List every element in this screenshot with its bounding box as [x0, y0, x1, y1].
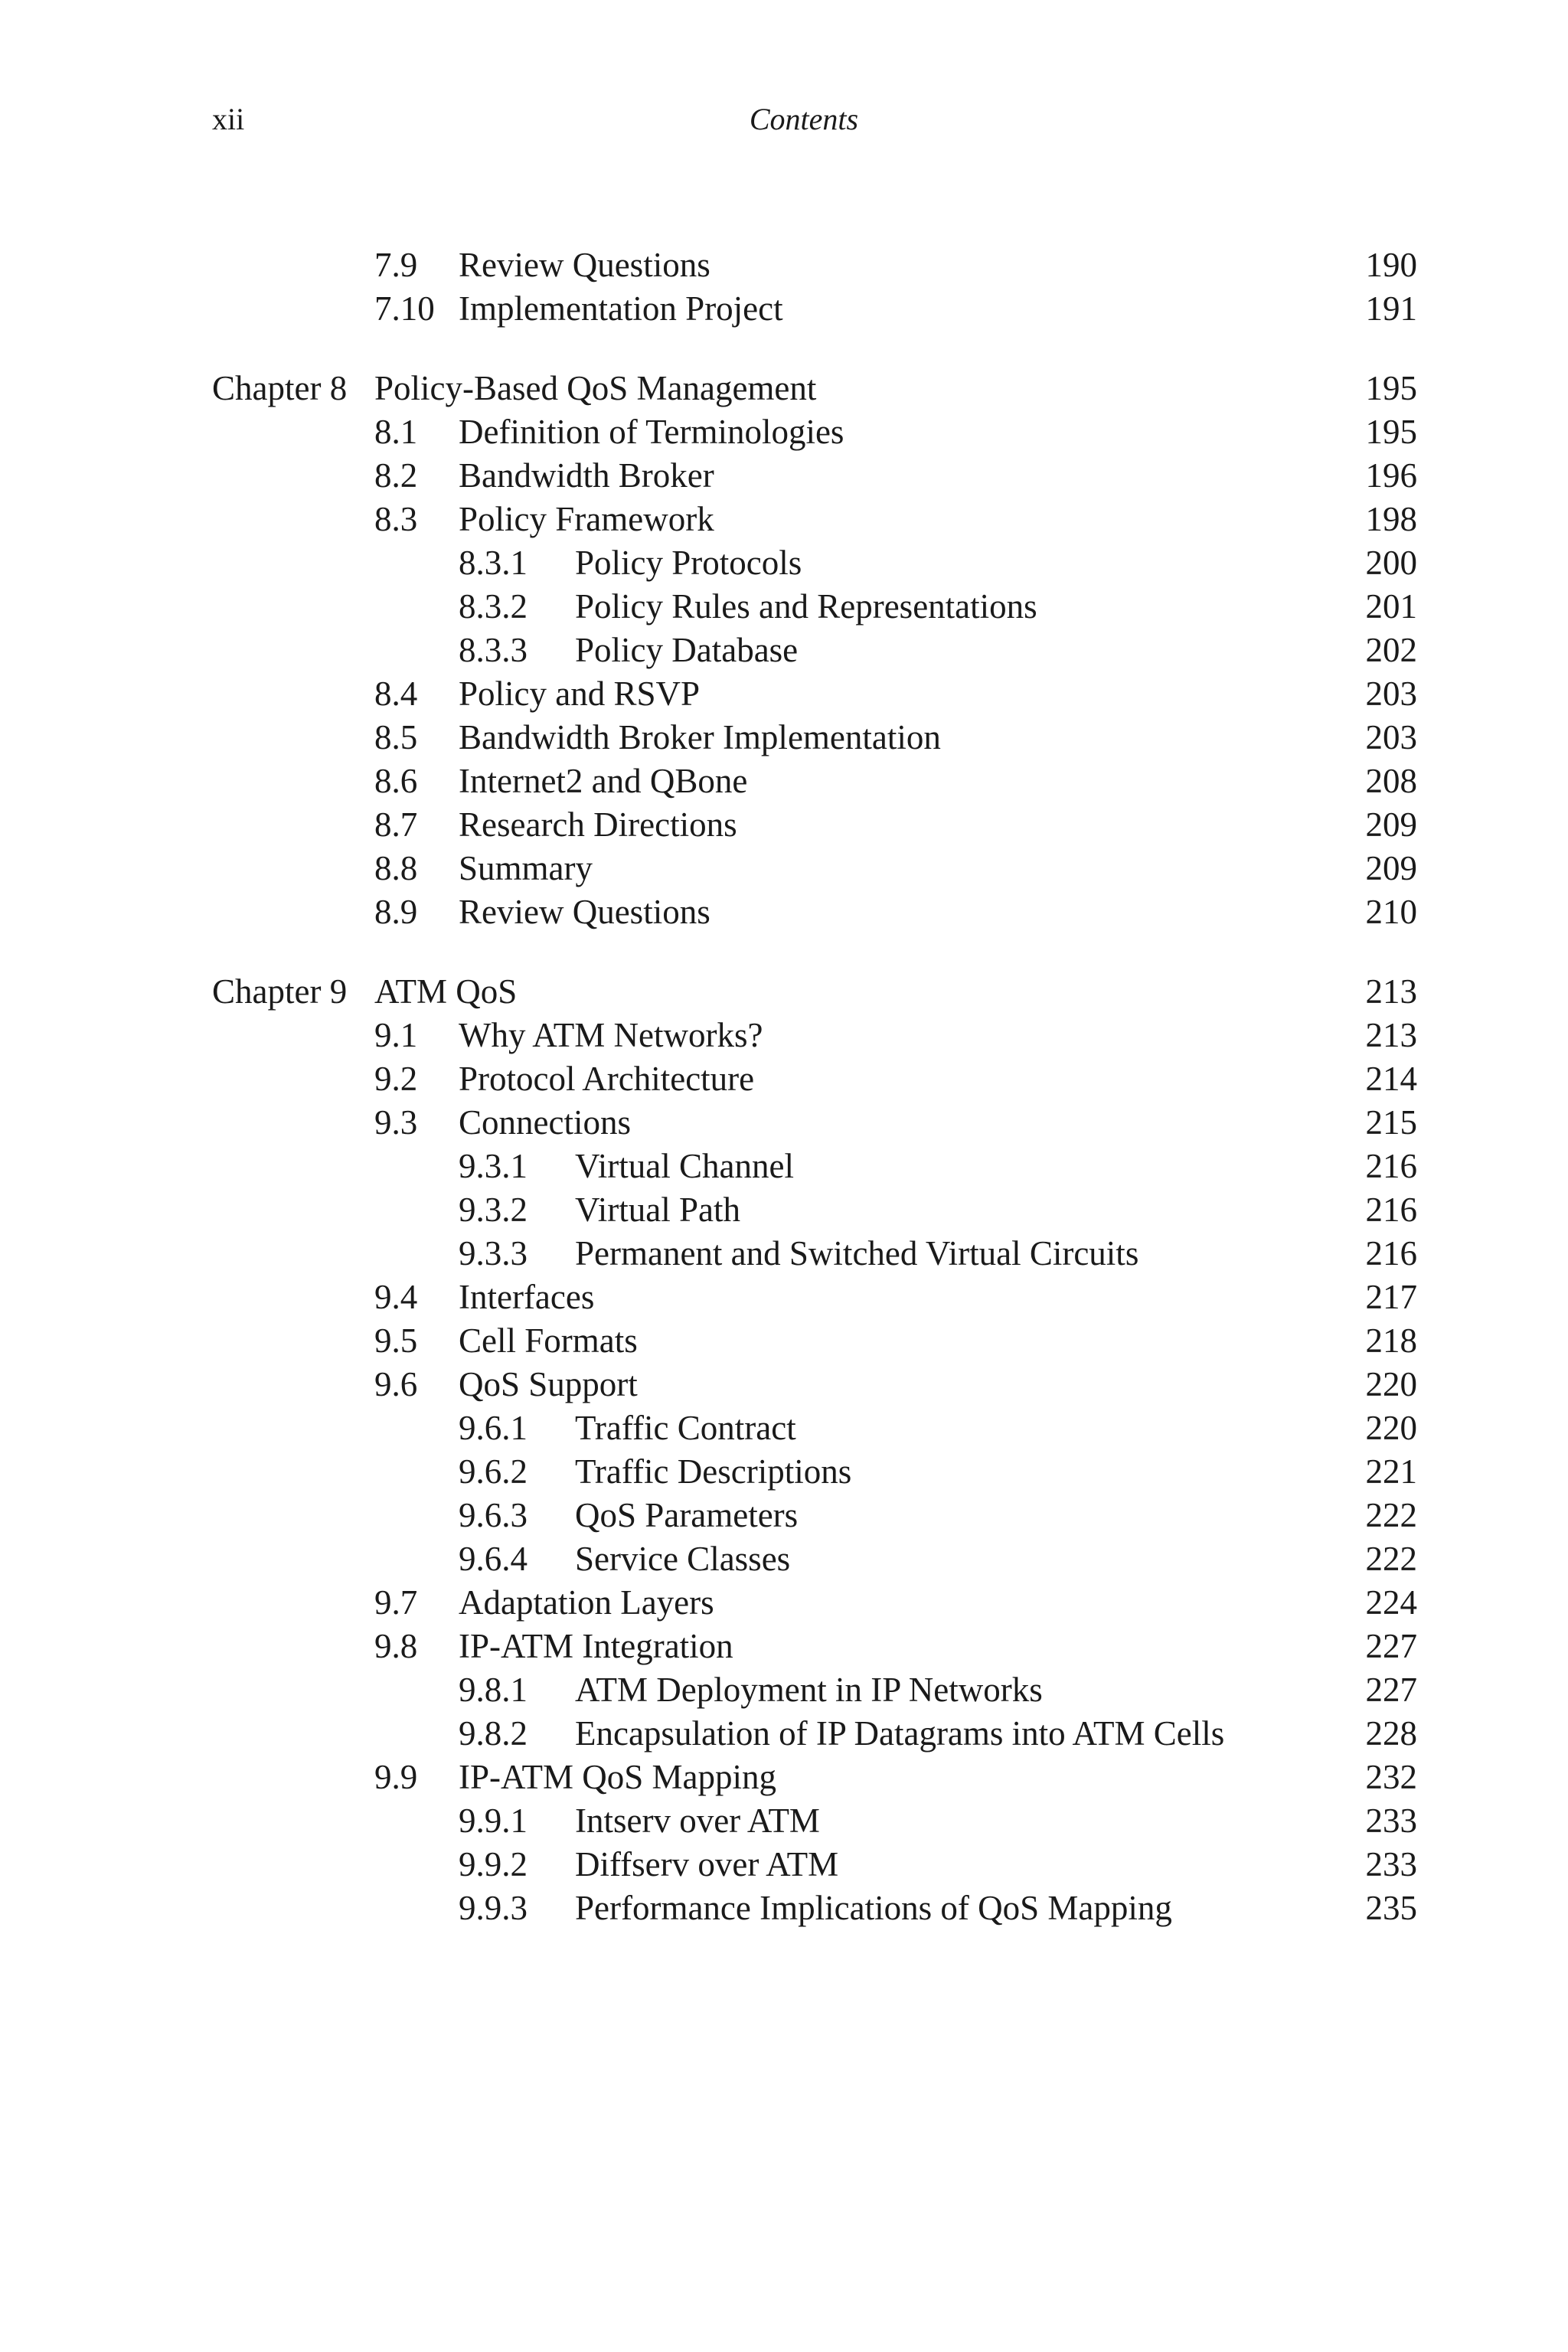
toc-entry-row	[212, 1188, 1417, 1232]
toc-subsection-number: 9.6.1	[459, 1409, 528, 1447]
running-header	[212, 96, 1417, 142]
toc-section-title: Review Questions	[459, 893, 710, 931]
toc-page-number: 218	[1365, 1321, 1417, 1360]
toc-entry-row	[212, 1276, 1417, 1319]
toc-section-title: Policy Framework	[459, 500, 714, 538]
toc-page-number: 191	[1365, 289, 1417, 328]
toc-section-number: 9.3	[374, 1103, 418, 1142]
toc-subsection-title: Virtual Path	[575, 1191, 741, 1229]
toc-entry-row	[212, 1625, 1417, 1668]
toc-page-number: 195	[1365, 369, 1417, 407]
toc-page-number: 208	[1365, 762, 1417, 800]
toc-page-number: 227	[1365, 1671, 1417, 1709]
toc-section-title: Why ATM Networks?	[459, 1016, 763, 1054]
toc-page-number: 215	[1365, 1103, 1417, 1142]
toc-subsection-title: Diffserv over ATM	[575, 1845, 839, 1883]
toc-subsection-number: 8.3.2	[459, 587, 528, 626]
toc-section-title: Protocol Architecture	[459, 1060, 755, 1098]
toc-page-number: 201	[1365, 587, 1417, 626]
toc-section-number: 7.10	[374, 289, 435, 328]
toc-entry-row	[212, 1319, 1417, 1363]
toc-section-number: 9.8	[374, 1627, 418, 1665]
toc-page-number: 221	[1365, 1452, 1417, 1491]
toc-page-number: 200	[1365, 544, 1417, 582]
toc-entry-row	[212, 1886, 1417, 1930]
toc-section-number: 7.9	[374, 246, 418, 284]
toc-entry-row	[212, 1799, 1417, 1843]
toc-chapter-title: ATM QoS	[374, 972, 518, 1011]
toc-subsection-number: 9.6.3	[459, 1496, 528, 1534]
toc-subsection-number: 9.6.2	[459, 1452, 528, 1491]
toc-subsection-title: Virtual Channel	[575, 1147, 794, 1185]
toc-section-number: 8.9	[374, 893, 418, 931]
toc-subsection-number: 9.6.4	[459, 1540, 528, 1578]
toc-subsection-number: 9.9.1	[459, 1802, 528, 1840]
toc-entry-row	[212, 1668, 1417, 1712]
toc-entry-row	[212, 1363, 1417, 1406]
toc-page-number: 202	[1365, 631, 1417, 669]
toc-page-number: 233	[1365, 1845, 1417, 1883]
toc-subsection-title: QoS Parameters	[575, 1496, 799, 1534]
toc-entry-row	[212, 1406, 1417, 1450]
toc-entry-row	[212, 454, 1417, 498]
toc-section-title: Review Questions	[459, 246, 710, 284]
toc-entry-row	[212, 672, 1417, 716]
toc-section-number: 9.5	[374, 1321, 418, 1360]
toc-section-title: IP-ATM Integration	[459, 1627, 733, 1665]
toc-section-title: Connections	[459, 1103, 631, 1142]
toc-subsection-title: ATM Deployment in IP Networks	[575, 1671, 1043, 1709]
toc-page-number: 224	[1365, 1583, 1417, 1622]
header-title: Contents	[749, 102, 859, 136]
toc-entry-row	[212, 760, 1417, 803]
toc-section-title: Interfaces	[459, 1278, 595, 1316]
toc-entry-row	[212, 1014, 1417, 1057]
toc-page-number: 216	[1365, 1147, 1417, 1185]
toc-subsection-title: Intserv over ATM	[575, 1802, 820, 1840]
toc-page-number: 209	[1365, 849, 1417, 887]
toc-subsection-title: Policy Database	[575, 631, 799, 669]
toc-subsection-title: Service Classes	[575, 1540, 791, 1578]
toc-subsection-number: 9.9.3	[459, 1889, 528, 1927]
toc-section-title: Research Directions	[459, 805, 737, 844]
toc-chapter-label: Chapter 8	[212, 369, 348, 407]
toc-page-number: 235	[1365, 1889, 1417, 1927]
toc-entry-row	[212, 243, 1417, 287]
toc-entry-row	[212, 716, 1417, 760]
toc-entry-row	[212, 1450, 1417, 1494]
toc-section-title: Cell Formats	[459, 1321, 638, 1360]
toc-entry-row	[212, 1756, 1417, 1799]
toc-page-number: 203	[1365, 675, 1417, 713]
toc-entry-row	[212, 1145, 1417, 1188]
toc-entry-row	[212, 629, 1417, 672]
toc-page-number: 220	[1365, 1365, 1417, 1403]
toc-entry-row	[212, 1494, 1417, 1537]
toc-chapter-row	[212, 970, 1417, 1014]
toc-section-title: Implementation Project	[459, 289, 783, 328]
toc-subsection-number: 9.9.2	[459, 1845, 528, 1883]
toc-section-title: Definition of Terminologies	[459, 413, 844, 451]
toc-page-number: 216	[1365, 1191, 1417, 1229]
toc-page-number: 210	[1365, 893, 1417, 931]
toc-section-title: Bandwidth Broker Implementation	[459, 718, 941, 756]
toc-section-number: 8.5	[374, 718, 418, 756]
toc-section-number: 8.2	[374, 456, 418, 495]
toc-section-title: Bandwidth Broker	[459, 456, 714, 495]
toc-entry-row	[212, 1843, 1417, 1886]
toc-entry-row	[212, 803, 1417, 847]
toc-subsection-number: 9.3.2	[459, 1191, 528, 1229]
toc-section-title: IP-ATM QoS Mapping	[459, 1758, 777, 1796]
toc-page-number: 198	[1365, 500, 1417, 538]
toc-page-number: 233	[1365, 1802, 1417, 1840]
toc-subsection-title: Policy Protocols	[575, 544, 802, 582]
toc-subsection-number: 9.3.1	[459, 1147, 528, 1185]
toc-section-number: 8.4	[374, 675, 418, 713]
toc-page-number: 222	[1365, 1496, 1417, 1534]
toc-entry-row	[212, 1581, 1417, 1625]
toc-section-title: Policy and RSVP	[459, 675, 701, 713]
toc-page-number: 217	[1365, 1278, 1417, 1316]
toc-subsection-title: Permanent and Switched Virtual Circuits	[575, 1234, 1139, 1272]
toc-entry-row	[212, 498, 1417, 541]
toc-entry-row	[212, 541, 1417, 585]
toc-entry-row	[212, 585, 1417, 629]
toc-entry-row	[212, 1537, 1417, 1581]
toc-section-number: 8.3	[374, 500, 418, 538]
toc-chapter-label: Chapter 9	[212, 972, 348, 1011]
toc-subsection-title: Encapsulation of IP Datagrams into ATM Cells	[575, 1714, 1225, 1753]
toc-subsection-title: Traffic Descriptions	[575, 1452, 852, 1491]
toc-subsection-title: Performance Implications of QoS Mapping	[575, 1889, 1172, 1927]
toc-page-number: 209	[1365, 805, 1417, 844]
toc-entry-row	[212, 1712, 1417, 1756]
toc-subsection-number: 8.3.1	[459, 544, 528, 582]
toc-section-title: Internet2 and QBone	[459, 762, 748, 800]
toc-section-number: 9.2	[374, 1060, 418, 1098]
toc-section-number: 8.6	[374, 762, 418, 800]
toc-subsection-title: Policy Rules and Representations	[575, 587, 1037, 626]
toc-section-number: 9.9	[374, 1758, 418, 1796]
toc-section-title: Adaptation Layers	[459, 1583, 714, 1622]
table-of-contents	[212, 243, 1417, 1930]
toc-entry-row	[212, 1232, 1417, 1276]
toc-page-number: 228	[1365, 1714, 1417, 1753]
toc-entry-row	[212, 1057, 1417, 1101]
toc-subsection-number: 9.3.3	[459, 1234, 528, 1272]
toc-page-number: 227	[1365, 1627, 1417, 1665]
toc-chapter-row	[212, 367, 1417, 410]
toc-section-number: 9.1	[374, 1016, 418, 1054]
toc-page-number: 203	[1365, 718, 1417, 756]
toc-page-number: 214	[1365, 1060, 1417, 1098]
toc-subsection-number: 8.3.3	[459, 631, 528, 669]
toc-page-number: 216	[1365, 1234, 1417, 1272]
page-number: xii	[212, 102, 245, 136]
toc-entry-row	[212, 1101, 1417, 1145]
toc-page-number: 222	[1365, 1540, 1417, 1578]
toc-section-number: 9.7	[374, 1583, 418, 1622]
toc-subsection-number: 9.8.1	[459, 1671, 528, 1709]
toc-section-number: 8.1	[374, 413, 418, 451]
toc-page-number: 196	[1365, 456, 1417, 495]
toc-section-number: 9.4	[374, 1278, 418, 1316]
toc-page-number: 213	[1365, 972, 1417, 1011]
toc-section-number: 8.7	[374, 805, 418, 844]
toc-chapter-title: Policy-Based QoS Management	[374, 369, 817, 407]
toc-page-number: 220	[1365, 1409, 1417, 1447]
toc-entry-row	[212, 890, 1417, 934]
toc-entry-row	[212, 847, 1417, 890]
toc-entry-row	[212, 410, 1417, 454]
toc-section-title: Summary	[459, 849, 593, 887]
toc-subsection-number: 9.8.2	[459, 1714, 528, 1753]
toc-section-number: 9.6	[374, 1365, 418, 1403]
toc-section-title: QoS Support	[459, 1365, 638, 1403]
toc-subsection-title: Traffic Contract	[575, 1409, 796, 1447]
toc-page-number: 232	[1365, 1758, 1417, 1796]
toc-page-number: 190	[1365, 246, 1417, 284]
toc-page-number: 213	[1365, 1016, 1417, 1054]
toc-entry-row	[212, 287, 1417, 331]
toc-section-number: 8.8	[374, 849, 418, 887]
toc-page-number: 195	[1365, 413, 1417, 451]
